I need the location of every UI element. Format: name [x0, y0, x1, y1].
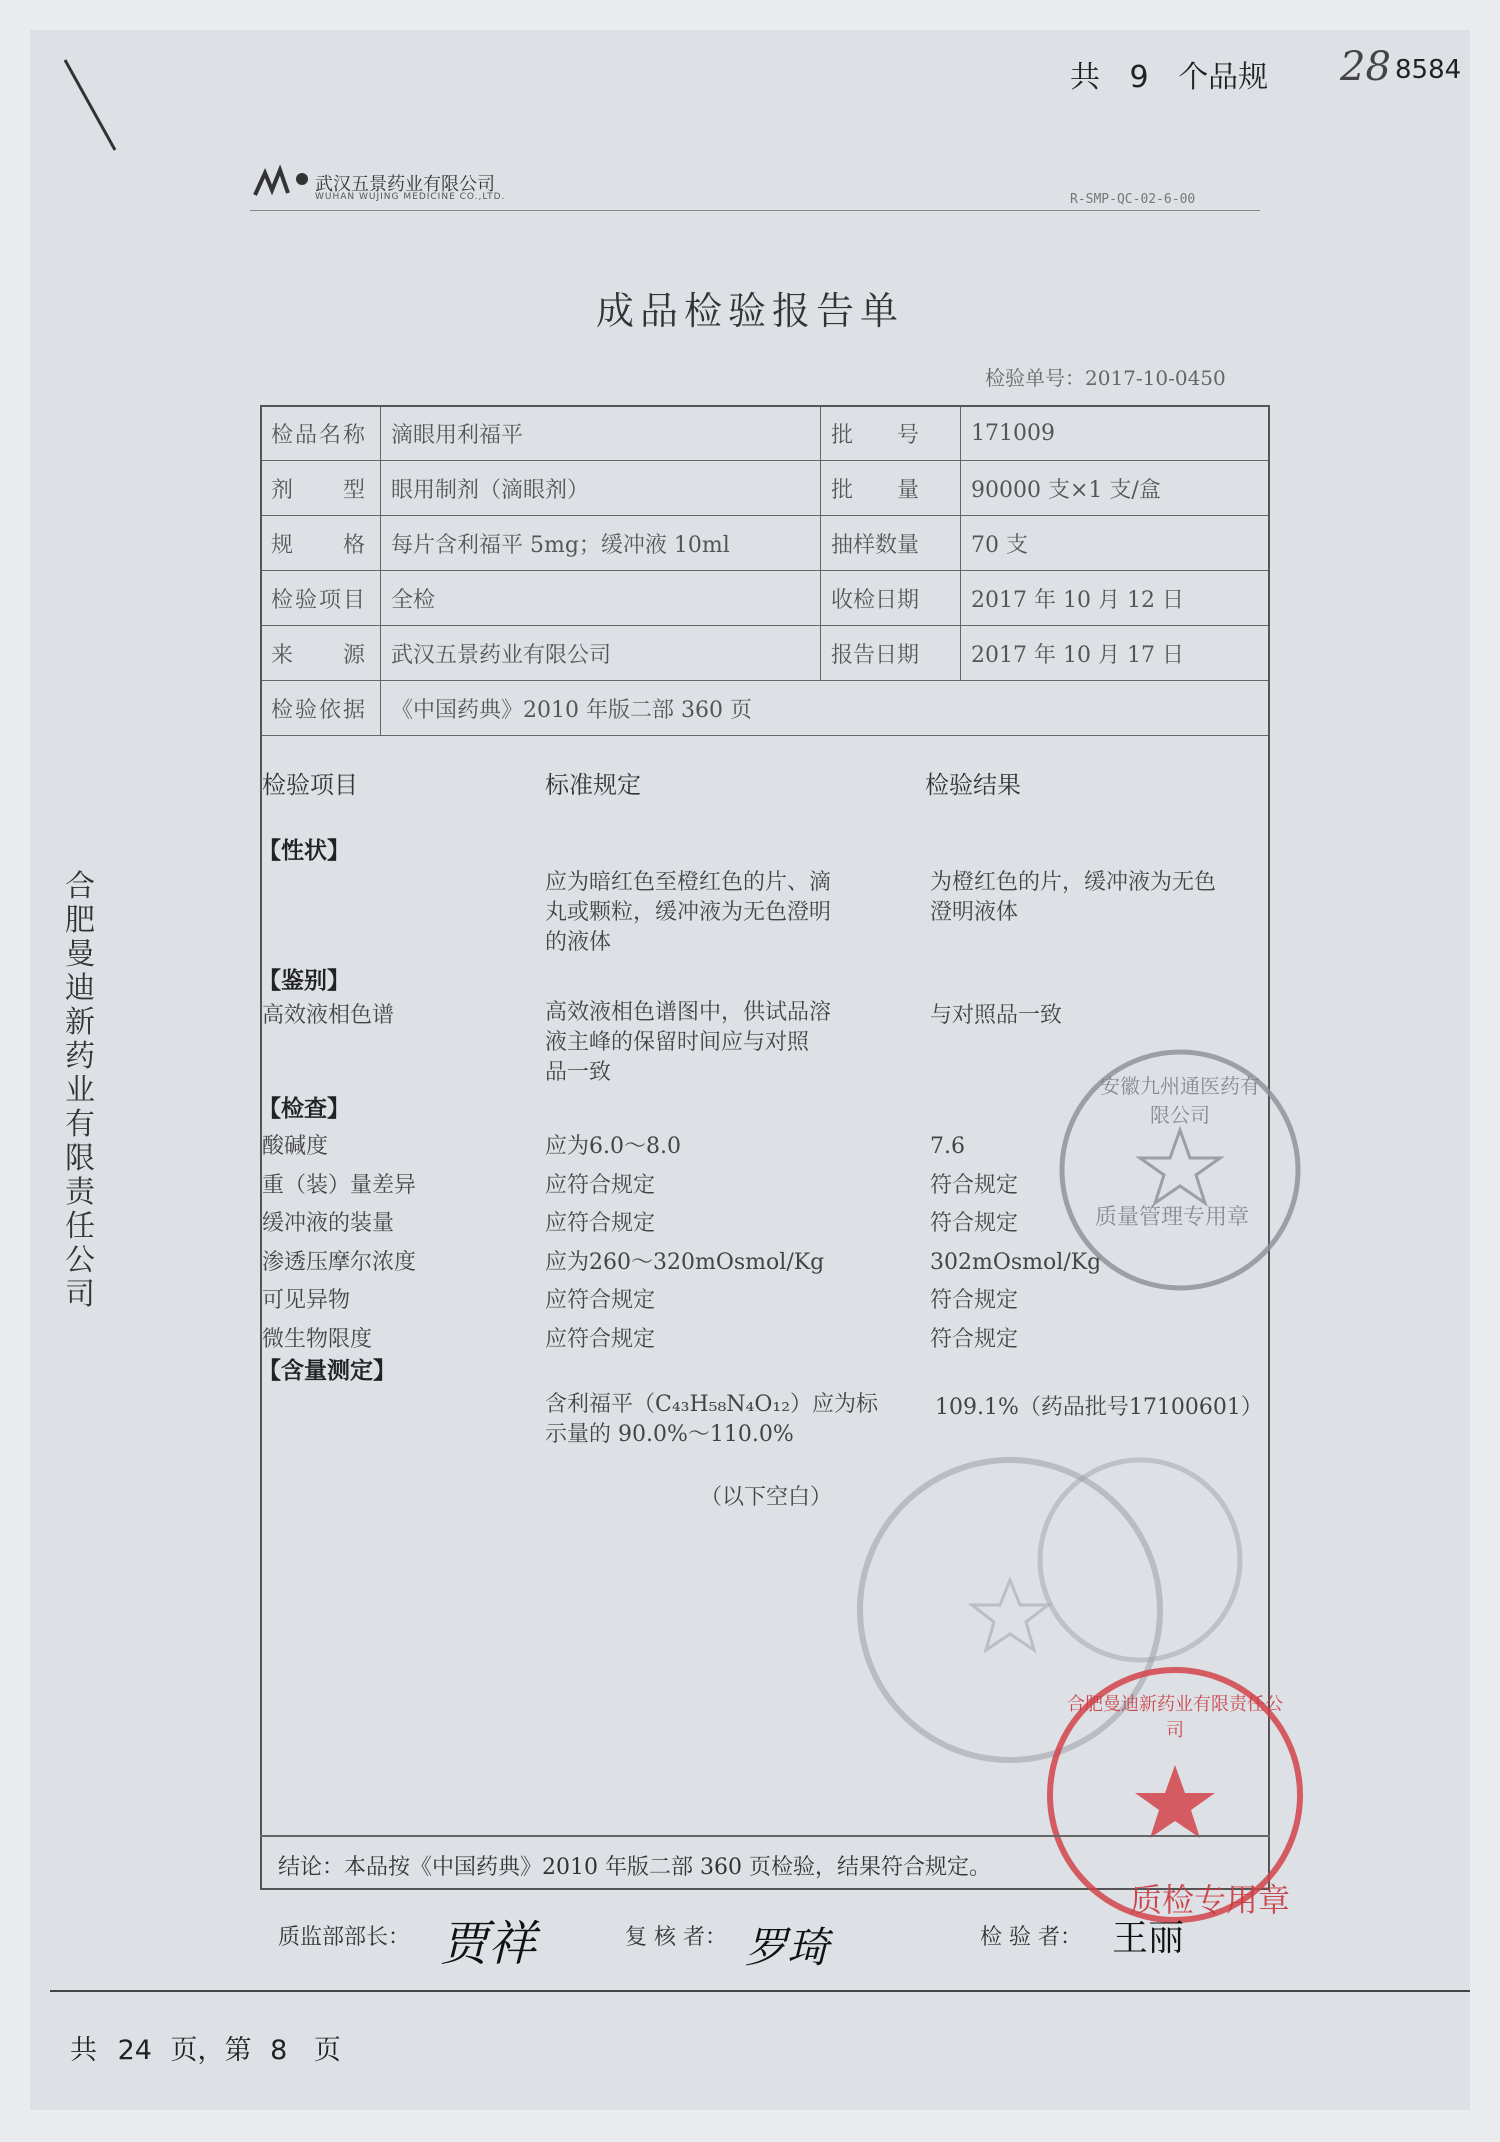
appearance-result-line: 为橙红色的片，缓冲液为无色: [930, 870, 1217, 895]
logo-company-english: WUHAN WUJING MEDICINE CO.,LTD.: [315, 192, 506, 202]
page-title: 成品检验报告单: [595, 289, 904, 333]
info-label: 批 号: [821, 406, 961, 461]
test-standard: 应符合规定: [545, 1211, 656, 1236]
section-appearance-heading: 【性状】: [258, 837, 350, 864]
info-label: 检品名称: [261, 406, 381, 461]
red-stamp-text: 合肥曼迪新药业有限责任公司: [1067, 1694, 1283, 1741]
red-stamp-label: 质检专用章: [1130, 1881, 1291, 1919]
header-code: 8584: [1395, 55, 1462, 85]
test-result: 符合规定: [930, 1326, 1019, 1352]
test-result: 符合规定: [930, 1172, 1019, 1198]
reviewer-signature: 罗琦: [745, 1923, 830, 1972]
tests-standards: [545, 1128, 824, 1359]
identification-standard-line: 品一致: [545, 1060, 612, 1085]
test-item: 缓冲液的装量: [262, 1211, 395, 1236]
header-total-label: 共: [1070, 60, 1100, 95]
identification-standard: [545, 998, 831, 1088]
test-result: 符合规定: [930, 1288, 1019, 1313]
info-value: 2017 年 10 月 17 日: [961, 626, 1270, 681]
inspector-label: 检 验 者：: [980, 1925, 1082, 1950]
company-logo-icon: [250, 165, 320, 203]
test-result: 7.6: [930, 1134, 965, 1159]
test-standard: 应为6.0～8.0: [545, 1134, 681, 1159]
test-standard: 应符合规定: [545, 1288, 656, 1313]
appearance-result-line: 澄明液体: [930, 900, 1019, 925]
info-value: 眼用制剂（滴眼剂）: [381, 461, 821, 516]
assay-standard-line: 示量的 90.0%～110.0%: [545, 1422, 794, 1447]
footer-page-info: [70, 2028, 341, 2067]
info-value: 90000 支×1 支/盒: [961, 461, 1270, 516]
appearance-standard-line: 应为暗红色至橙红色的片、滴: [545, 870, 832, 895]
header-divider: [250, 210, 1260, 211]
info-label: 检验项目: [261, 571, 381, 626]
basis-label: 检验依据: [261, 681, 381, 736]
qa-head-label: 质监部部长：: [278, 1925, 411, 1950]
section-assay-heading: 【含量测定】: [258, 1357, 396, 1384]
test-result: 302mOsmol/Kg: [930, 1249, 1102, 1275]
appearance-standard: [545, 868, 831, 958]
header-total-count: 9: [1129, 60, 1149, 95]
gray-stamp-text: 安徽九州通医药有限公司: [1100, 1074, 1260, 1127]
scan-mark-line: [60, 55, 130, 155]
logo-company-name: 武汉五景药业有限公司: [315, 174, 495, 195]
test-item: 可见异物: [262, 1288, 351, 1313]
info-label: 剂 型: [261, 461, 381, 516]
info-value: 2017 年 10 月 12 日: [961, 571, 1270, 626]
appearance-result: [930, 868, 1216, 928]
qa-head-signature: 贾祥: [440, 1916, 537, 1972]
info-value: 171009: [961, 406, 1270, 461]
footer-mid: 页，第: [170, 2035, 252, 2066]
test-item: 渗透压摩尔浓度: [262, 1249, 417, 1275]
handwritten-mark: 28: [1340, 44, 1391, 90]
blank-note: （以下空白）: [700, 1485, 833, 1510]
doc-code: R-SMP-QC-02-6-00: [1070, 192, 1196, 207]
header-specs-label: 个品规: [1178, 60, 1269, 95]
test-item: 微生物限度: [262, 1326, 373, 1352]
appearance-standard-line: 的液体: [545, 930, 612, 955]
test-standard: 应符合规定: [545, 1326, 656, 1352]
info-label: 来 源: [261, 626, 381, 681]
basis-value: 《中国药典》2010 年版二部 360 页: [381, 681, 1270, 736]
inspector-signature: 王丽: [1112, 1918, 1185, 1959]
test-standard: 应为260～320mOsmol/Kg: [545, 1249, 825, 1275]
footer-page: 8: [270, 2035, 288, 2066]
test-result: 符合规定: [930, 1211, 1019, 1236]
info-label: 报告日期: [821, 626, 961, 681]
column-header-standard: 标准规定: [545, 771, 641, 799]
identification-standard-line: 液主峰的保留时间应与对照: [545, 1030, 810, 1055]
identification-result: 与对照品一致: [930, 1003, 1063, 1028]
tests-items: [262, 1128, 416, 1359]
appearance-standard-line: 丸或颗粒，缓冲液为无色澄明: [545, 900, 832, 925]
info-value: 武汉五景药业有限公司: [381, 626, 821, 681]
reviewer-label: 复 核 者：: [625, 1925, 727, 1950]
column-header-result: 检验结果: [925, 771, 1021, 799]
conclusion-text: 结论：本品按《中国药典》2010 年版二部 360 页检验，结果符合规定。: [278, 1855, 991, 1880]
assay-result: 109.1%（药品批号17100601）: [935, 1395, 1263, 1420]
info-label: 抽样数量: [821, 516, 961, 571]
info-value: 每片含利福平 5mg；缓冲液 10ml: [381, 516, 821, 571]
test-standard: 应符合规定: [545, 1172, 656, 1198]
footer-divider: [50, 1990, 1470, 1992]
header-total: [1070, 52, 1268, 96]
info-label: 收检日期: [821, 571, 961, 626]
info-value: 滴眼用利福平: [381, 406, 821, 461]
identification-standard-line: 高效液相色谱图中，供试品溶: [545, 1000, 832, 1025]
assay-standard-line: 含利福平（C₄₃H₅₈N₄O₁₂）应为标: [545, 1392, 879, 1417]
test-item: 重（装）量差异: [262, 1172, 417, 1198]
report-number: 检验单号：2017-10-0450: [985, 366, 1226, 390]
gray-stamp-label: 质量管理专用章: [1095, 1205, 1250, 1230]
info-value: 70 支: [961, 516, 1270, 571]
column-header-item: 检验项目: [262, 771, 358, 799]
footer-prefix: 共: [70, 2035, 97, 2066]
identification-item: 高效液相色谱: [262, 1003, 395, 1028]
section-tests-heading: 【检查】: [258, 1095, 350, 1122]
info-label: 规 格: [261, 516, 381, 571]
test-item: 酸碱度: [262, 1134, 329, 1159]
info-label: 批 量: [821, 461, 961, 516]
info-value: 全检: [381, 571, 821, 626]
footer-total: 24: [117, 2035, 152, 2066]
section-identification-heading: 【鉴别】: [258, 967, 350, 994]
conclusion-divider: [260, 1835, 1270, 1837]
footer-suffix: 页: [313, 2035, 341, 2066]
side-company-text: 合肥曼迪新药业有限责任公司: [65, 869, 95, 1312]
